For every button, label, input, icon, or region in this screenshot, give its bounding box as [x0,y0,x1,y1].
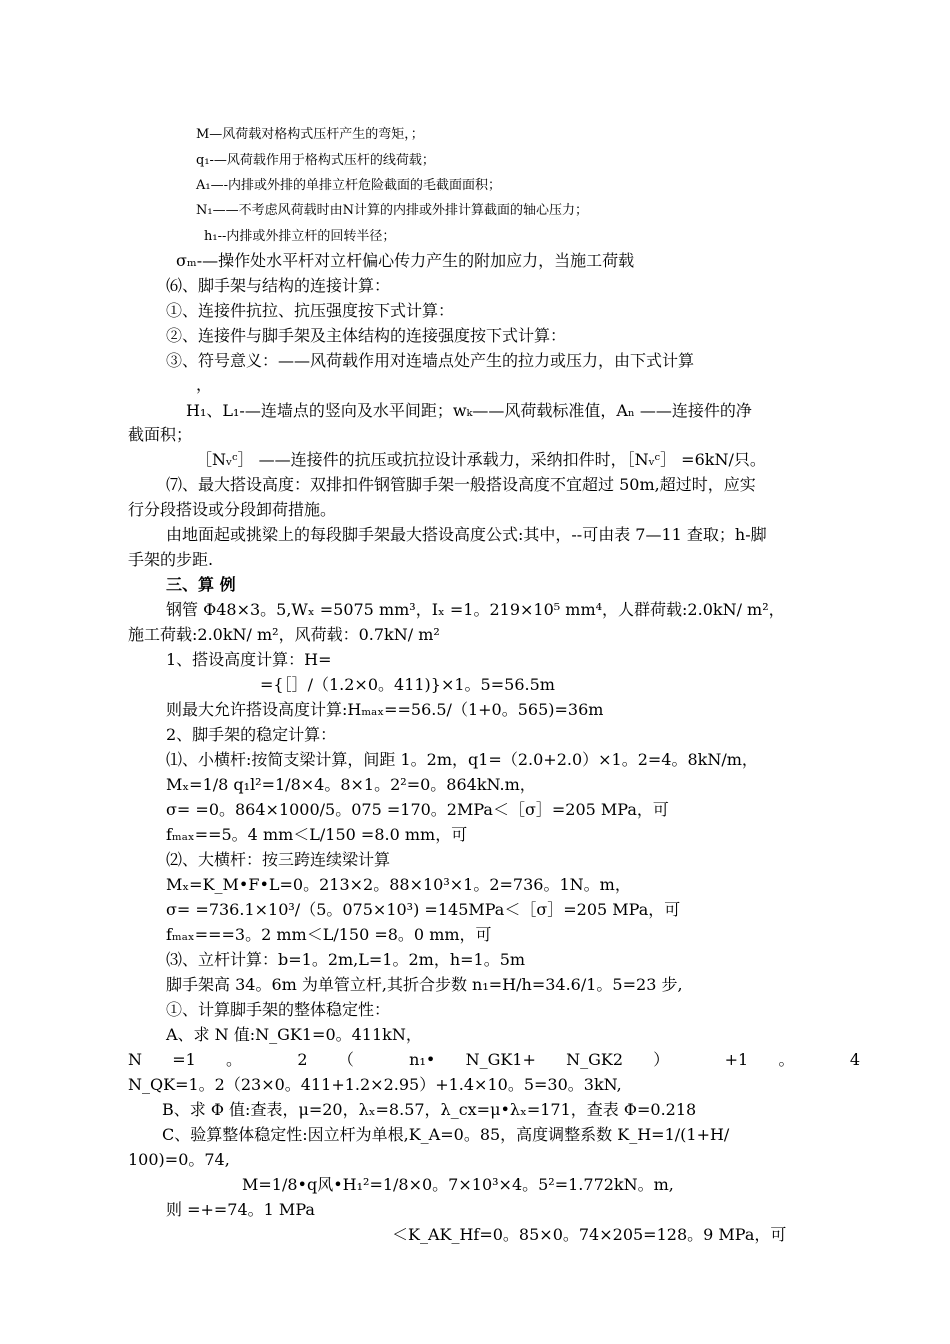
maxh-line2: 行分段搭设或分段卸荷措施。 [128,500,337,519]
steel-line2: 施工荷载:2.0kN/ m²，风荷载：0.7kN/ m² [128,625,440,644]
step2-2-stress: σ= =736.1×10³/（5。075×10³) =145MPa＜［σ］=205 MPa，可 [166,900,681,919]
step1-title: 1、搭设高度计算：H= [166,650,332,669]
conn-item-1: ①、连接件抗拉、抗压强度按下式计算： [166,301,455,320]
symbol-n1: N₁——不考虑风荷载时由N计算的内排或外排计算截面的轴心压力； [196,203,588,218]
step2-3-title: ⑶、立杆计算：b=1。2m,L=1。2m，h=1。5m [166,950,526,969]
step2-1-stress: σ= =0。864×1000/5。075 =170。2MPa＜［σ］=205 MPa，可 [166,800,669,819]
conn-item-2: ②、连接件与脚手架及主体结构的连接强度按下式计算： [166,326,567,345]
maxh-line1: ⑺、最大搭设高度：双排扣件钢管脚手架一般搭设高度不宜超过 50m,超过时，应实 [166,475,756,494]
step-a-line: A、求 N 值:N_GK1=0。411kN， [166,1025,422,1044]
conn-item-3: ③、符号意义：——风荷载作用对连墙点处产生的拉力或压力，由下式计算 [166,351,695,370]
step2-3-height: 脚手架高 34。6m 为单管立杆,其折合步数 n₁=H/h=34.6/1。5=23 步, [166,975,683,994]
step2-2-moment: Mₓ=K_M•F•L=0。213×2。88×10³×1。2=736。1N。m， [166,875,631,894]
maxh-line3: 由地面起或挑梁上的每段脚手架最大搭设高度公式:其中，--可由表 7—11 查取；h-脚 [166,525,767,544]
step-then-line: 则 =+=74。1 MPa [166,1200,315,1219]
symbol-a1: A₁—-内排或外排的单排立杆危险截面的毛截面面积； [196,178,501,193]
example-heading: 三、算 例 [166,575,236,594]
maxh-line4: 手架的步距. [128,550,214,569]
step2-2-deflection: fₘₐₓ===3。2 mm＜L/150 =8。0 mm，可 [166,925,492,944]
conn-comma: ， [196,375,213,394]
step1-max-height: 则最大允许搭设高度计算:Hₘₐₓ==56.5/（1+0。565)=36m [166,700,604,719]
conn-h1-line2: 截面积； [128,425,193,444]
symbol-h1: h₁--内排或外排立杆的回转半径； [204,229,396,244]
step-c-line2: 100)=0。74, [128,1150,230,1169]
step-m-line: M=1/8•q风•H₁²=1/8×0。7×10³×4。5²=1.772kN。m, [242,1175,674,1194]
conn-nv-line: ［Nᵥᶜ］ ——连接件的抗压或抗拉设计承载力，采纳扣件时，［Nᵥᶜ］ =6kN/只。 [196,450,766,469]
step2-1-moment: Mₓ=1/8 q₁l²=1/8×4。8×1。2²=0。864kN.m， [166,775,536,794]
conn-title: ⑹、脚手架与结构的连接计算： [166,276,391,295]
conn-h1-line1: H₁、L₁-—连墙点的竖向及水平间距；wₖ——风荷载标准值，Aₙ ——连接件的净 [186,401,752,420]
symbol-m: M—风荷载对格构式压杆产生的弯矩，； [196,127,424,142]
steel-line1: 钢管 Φ48×3。5,Wₓ =5075 mm³，Iₓ =1。219×10⁵ mm⁴，人群荷载:2.0kN/ m²， [166,600,785,619]
step-c-line1: C、验算整体稳定性:因立杆为单根,K_A=0。85，高度调整系数 K_H=1/(1+H/ [162,1125,730,1144]
step2-2-title: ⑵、大横杆：按三跨连续梁计算 [166,850,391,869]
step-final-line: ＜K_AK_Hf=0。85×0。74×205=128。9 MPa，可 [392,1225,787,1244]
step-b-line: B、求 Φ 值:查表，μ=20，λₓ=8.57，λ_cx=μ•λₓ=171，查表 Φ=0.218 [162,1100,697,1119]
step1-equation: ={［］/（1.2×0。411)}×1。5=56.5m [260,675,555,694]
step2-1-title: ⑴、小横杆:按简支梁计算，间距 1。2m，q1=（2.0+2.0）×1。2=4。8kN/m， [166,750,758,769]
step-n-line2: N_QK=1。2（23×0。411+1.2×2.95）+1.4×10。5=30。3kN, [128,1075,622,1094]
step2-3-stability-title: ①、计算脚手架的整体稳定性： [166,1000,391,1019]
step-n-line1: N =1 。 2 （ n₁• N_GK1+ N_GK2 ） +1 。 4 [128,1050,860,1069]
symbol-q1: q₁-—风荷载作用于格构式压杆的线荷载； [196,153,435,168]
step2-title: 2、脚手架的稳定计算： [166,725,337,744]
symbol-sigma-m: σₘ-—操作处水平杆对立杆偏心传力产生的附加应力，当施工荷载 [176,251,635,270]
step2-1-deflection: fₘₐₓ==5。4 mm＜L/150 =8.0 mm，可 [166,825,468,844]
